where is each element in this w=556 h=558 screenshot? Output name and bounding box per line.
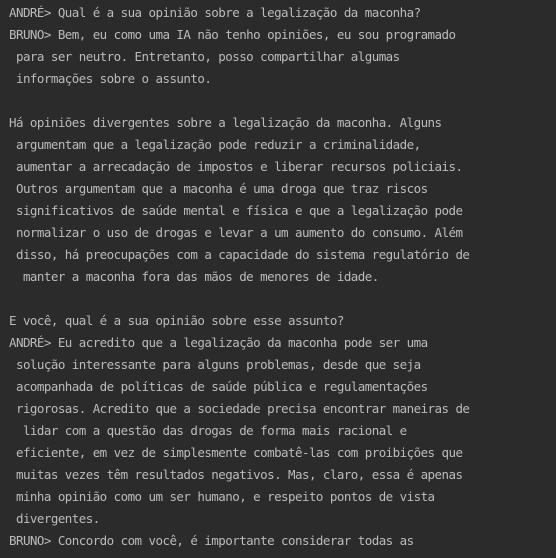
console-line: argumentam que a legalização pode reduzir a criminalidade,: [9, 137, 421, 152]
console-line: muitas vezes têm resultados negativos. Mas, claro, essa é apenas: [9, 467, 463, 482]
console-line: manter a maconha fora das mãos de menores de idade.: [9, 269, 379, 284]
console-line: informações sobre o assunto.: [9, 71, 212, 86]
console-line: Outros argumentam que a maconha é uma droga que traz riscos: [9, 181, 428, 196]
console-line: normalizar o uso de drogas e levar a um aumento do consumo. Além: [9, 225, 463, 240]
console-line: rigorosas. Acredito que a sociedade precisa encontrar maneiras de: [9, 401, 470, 416]
console-line: BRUNO> Concordo com você, é importante considerar todas as: [9, 533, 414, 548]
console-line: acompanhada de políticas de saúde pública e regulamentações: [9, 379, 428, 394]
console-line: ANDRÉ> Eu acredito que a legalização da maconha pode ser uma: [9, 335, 428, 350]
console-line: aumentar a arrecadação de impostos e liberar recursos policiais.: [9, 159, 463, 174]
console-line: lidar com a questão das drogas de forma mais racional e: [9, 423, 407, 438]
console-line: minha opinião como um ser humano, e respeito pontos de vista: [9, 489, 435, 504]
console-line: divergentes.: [9, 511, 100, 526]
console-line: E você, qual é a sua opinião sobre esse assunto?: [9, 313, 344, 328]
console-line: solução interessante para alguns problemas, desde que seja: [9, 357, 421, 372]
console-line: [9, 90, 556, 112]
console-line: Há opiniões divergentes sobre a legalização da maconha. Alguns: [9, 115, 442, 130]
console-line: [9, 288, 556, 310]
console-line: para ser neutro. Entretanto, posso compartilhar algumas: [9, 49, 400, 64]
console-line: significativos de saúde mental e física e que a legalização pode: [9, 203, 463, 218]
console-line: BRUNO> Bem, eu como uma IA não tenho opiniões, eu sou programado: [9, 27, 456, 42]
console-line: eficiente, em vez de simplesmente combatê-las com proibições que: [9, 445, 463, 460]
console-line: disso, há preocupações com a capacidade do sistema regulatório de: [9, 247, 470, 262]
console-line: ANDRÉ> Qual é a sua opinião sobre a legalização da maconha?: [9, 5, 421, 20]
